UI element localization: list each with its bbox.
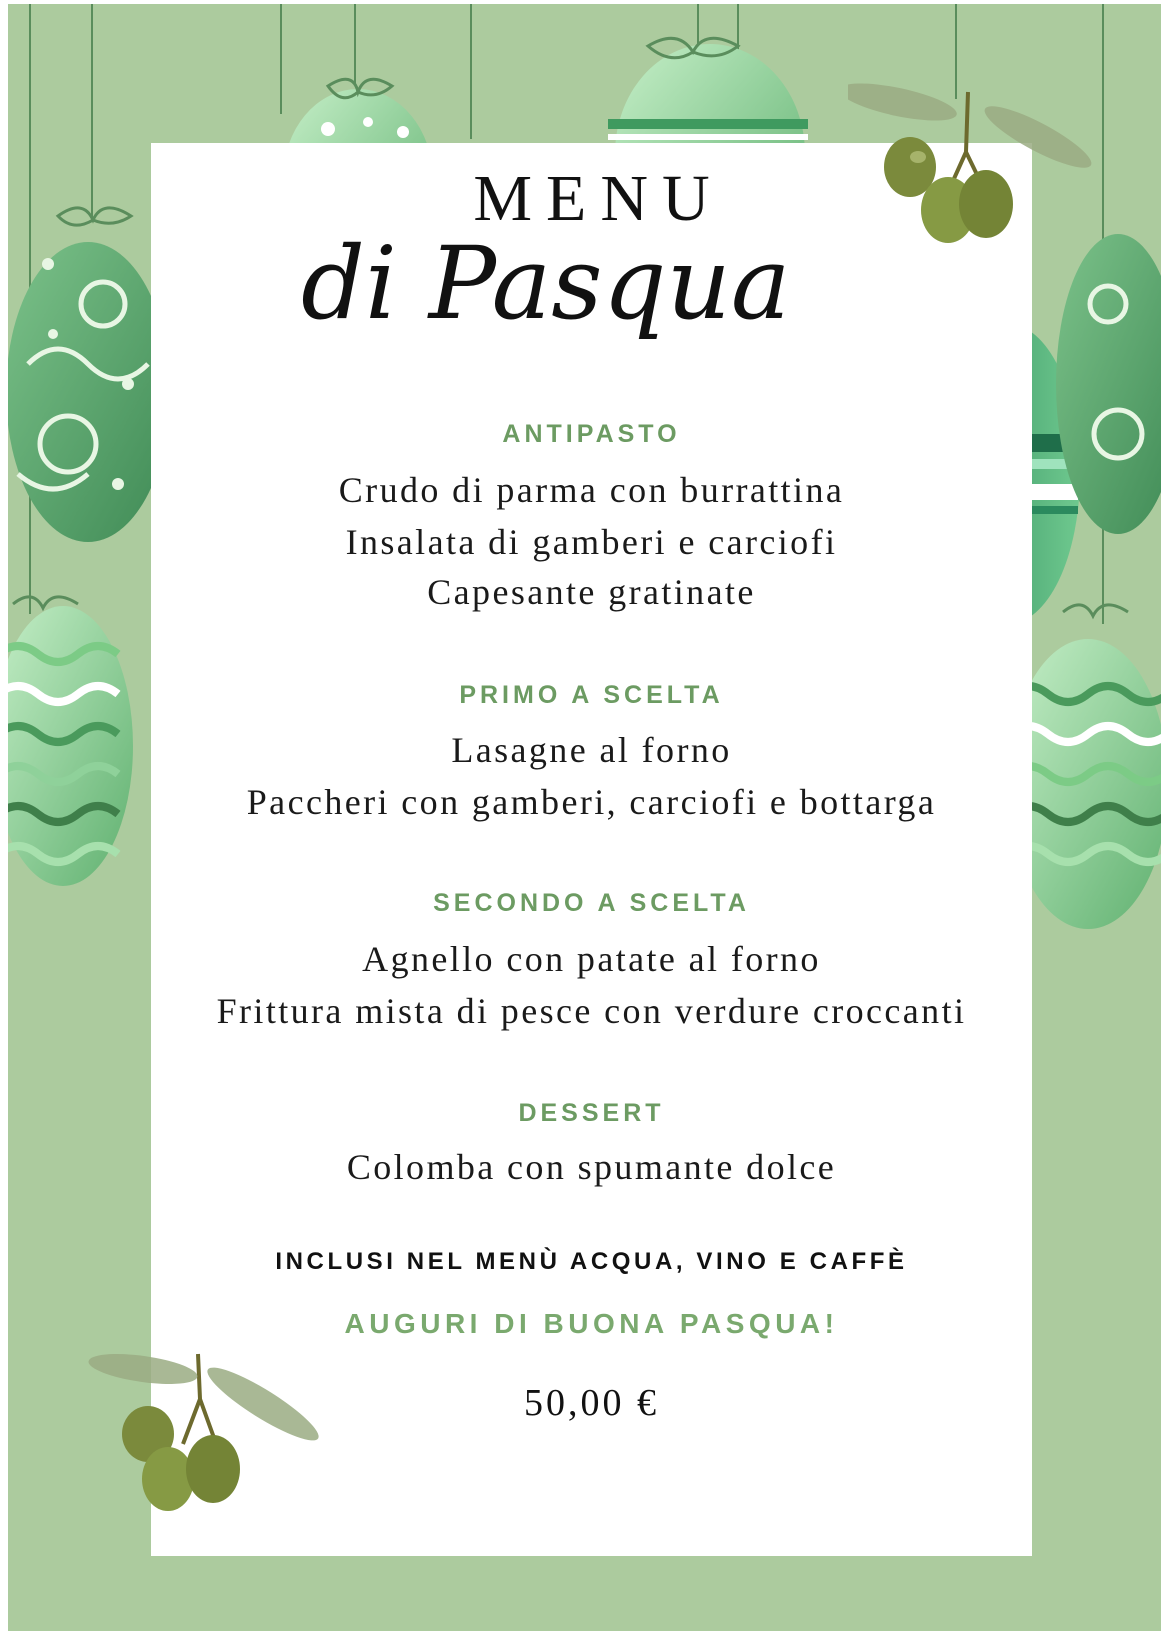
dish-item: Crudo di parma con burrattina xyxy=(338,470,845,510)
menu-poster xyxy=(8,4,1161,1631)
dish-item: Capesante gratinate xyxy=(427,572,756,612)
dish-item: Lasagne al forno xyxy=(451,730,732,770)
included-note: INCLUSI NEL MENÙ ACQUA, VINO E CAFFÈ xyxy=(275,1248,908,1275)
script-subtitle xyxy=(301,213,801,393)
section-heading-antipasto: ANTIPASTO xyxy=(502,420,681,448)
olive-branch-icon xyxy=(88,1349,338,1519)
menu-price: 50,00 € xyxy=(524,1382,659,1424)
section-heading-dessert: DESSERT xyxy=(518,1099,665,1127)
subtitle-text: di Pasqua xyxy=(301,225,791,342)
dish-item: Frittura mista di pesce con verdure croccanti xyxy=(216,991,967,1031)
menu-title: MENU xyxy=(473,162,724,235)
dish-item: Insalata di gamberi e carciofi xyxy=(345,522,838,562)
dish-item: Colomba con spumante dolce xyxy=(346,1147,837,1187)
section-heading-primo: PRIMO A SCELTA xyxy=(459,681,724,709)
dish-item: Paccheri con gamberi, carciofi e bottarga xyxy=(246,782,937,822)
menu-card xyxy=(151,143,1032,1556)
dish-item: Agnello con patate al forno xyxy=(362,939,821,979)
section-heading-secondo: SECONDO A SCELTA xyxy=(433,889,750,917)
easter-wishes: AUGURI DI BUONA PASQUA! xyxy=(344,1308,839,1339)
easter-egg-icon xyxy=(8,597,133,886)
olive-branch-icon xyxy=(848,82,1098,262)
easter-egg-icon xyxy=(8,208,170,542)
